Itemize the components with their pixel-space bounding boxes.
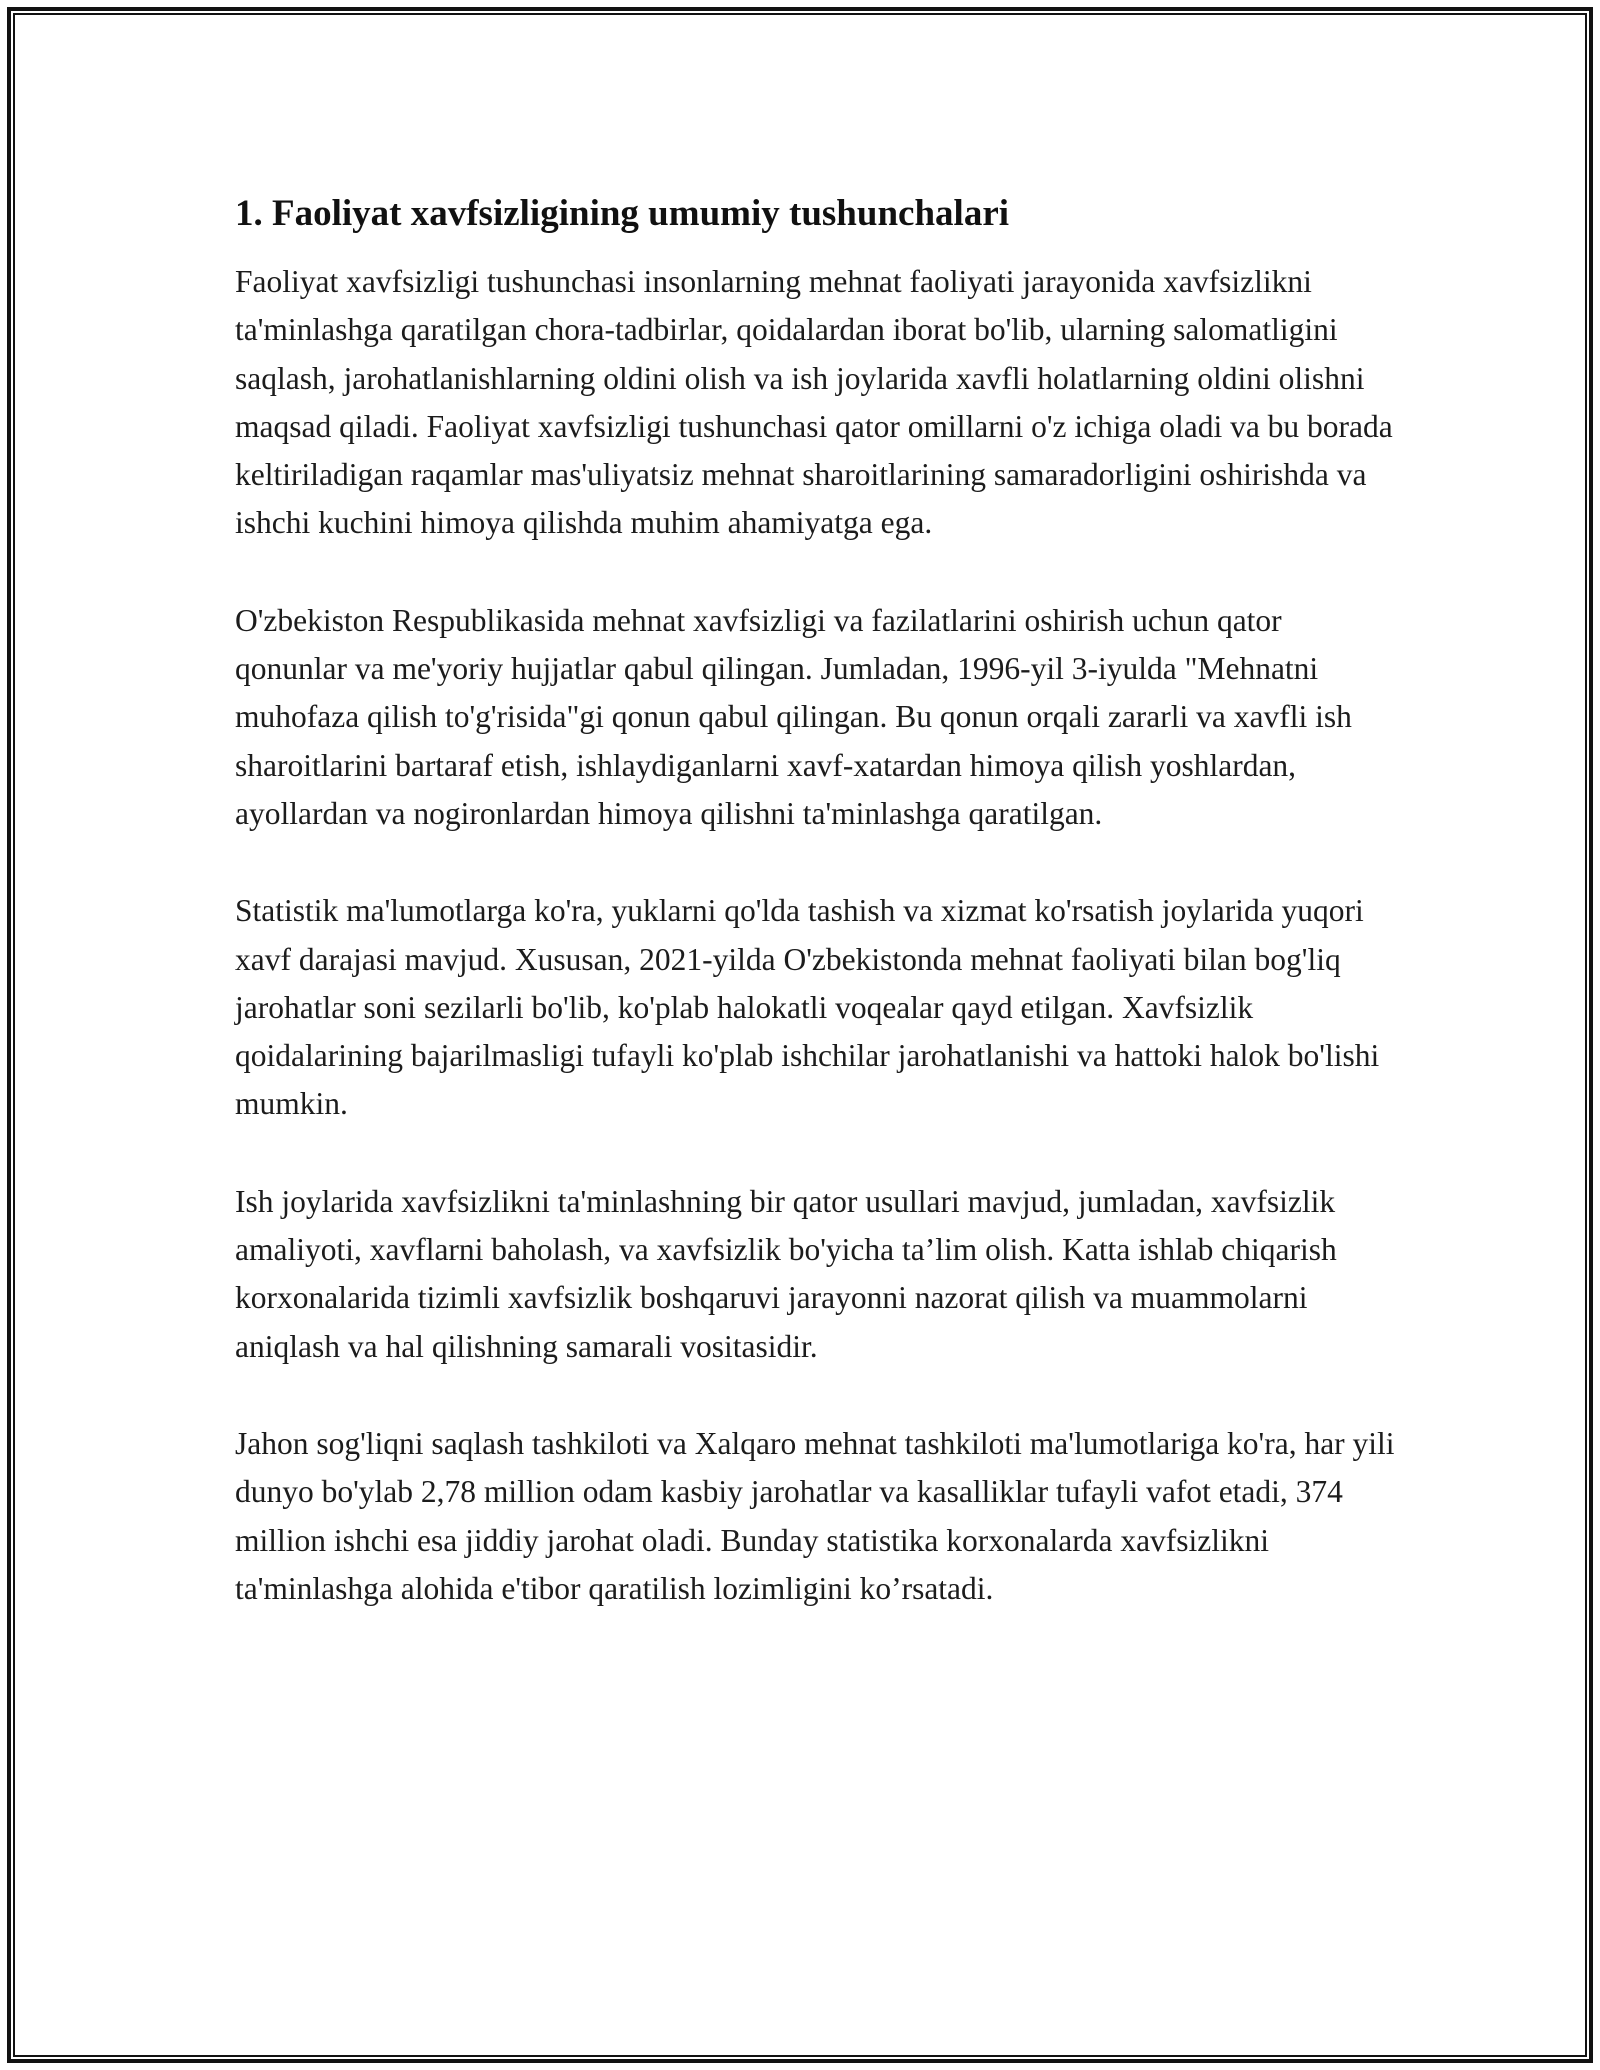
paragraph-global-data: Jahon sog'liqni saqlash tashkiloti va Xalqaro mehnat tashkiloti ma'lumotlariga ko'ra, har yili dunyo bo'ylab 2,78 million odam kasbiy jarohatlar va kasalliklar tufayli vafot etadi, 374 million ishchi esa jiddiy jarohat oladi. Bunday statistika korxonalarda xavfsizlikni ta'minlashga alohida e'tibor qaratilish lozimligini ko’rsatadi. [235,1425,1395,1606]
paragraph-methods: Ish joylarida xavfsizlikni ta'minlashning bir qator usullari mavjud, jumladan, xavfsizlik amaliyoti, xavflarni baholash, va xavfsizlik bo'yicha ta’lim olish. Katta ishlab chiqarish korxonalarida tizimli xavfsizlik boshqaruvi jarayonni nazorat qilish va muammolarni aniqlash va hal qilishning samarali vositasidir. [235,1183,1337,1364]
paragraph-legislation: O'zbekiston Respublikasida mehnat xavfsizligi va fazilatlarini oshirish uchun qator qonunlar va me'yoriy hujjatlar qabul qilingan. Jumladan, 1996-yil 3-iyulda "Mehnatni muhofaza qilish to'g'risida"gi qonun qabul qilingan. Bu qonun orqali zararli va xavfli ish sharoitlarini bartaraf etish, ishlaydiganlarni xavf-xatardan himoya qilish yoshlardan, ayollardan va nogironlardan himoya qilishni ta'minlashga qaratilgan. [235,602,1352,831]
document-body [235,188,1395,1662]
section-heading: 1. Faoliyat xavfsizligining umumiy tushunchalari [235,193,1010,234]
paragraph-definition: Faoliyat xavfsizligi tushunchasi insonlarning mehnat faoliyati jarayonida xavfsizlikni ta'minlashga qaratilgan chora-tadbirlar, qoidalardan iborat bo'lib, ularning salomatligini saqlash, jarohatlanishlarning oldini olish va ish joylarida xavfli holatlarning oldini olishni maqsad qiladi. Faoliyat xavfsizligi tushunchasi qator omillarni o'z ichiga oladi va bu borada keltiriladigan raqamlar mas'uliyatsiz mehnat sharoitlarining samaradorligini oshirishda va ishchi kuchini himoya qilishda muhim ahamiyatga ega. [235,264,1393,541]
paragraph-statistics: Statistik ma'lumotlarga ko'ra, yuklarni qo'lda tashish va xizmat ko'rsatish joylarida yuqori xavf darajasi mavjud. Xususan, 2021-yilda O'zbekistonda mehnat faoliyati bilan bog'liq jarohatlar soni sezilarli bo'lib, ko'plab halokatli voqealar qayd etilgan. Xavfsizlik qoidalarining bajarilmasligi tufayli ko'plab ishchilar jarohatlanishi va hattoki halok bo'lishi mumkin. [235,893,1380,1122]
